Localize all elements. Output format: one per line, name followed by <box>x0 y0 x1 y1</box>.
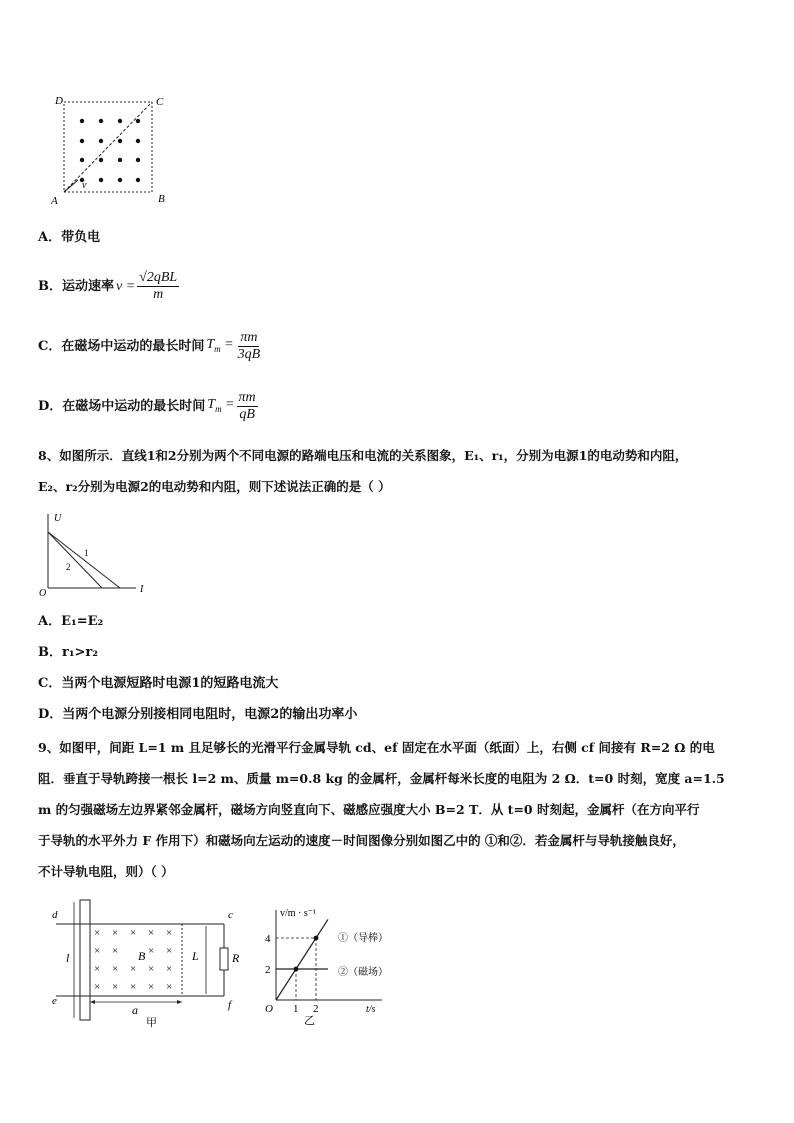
series-1-line <box>276 919 328 1000</box>
q7-option-c-fraction <box>236 330 263 363</box>
svg-text:×: × <box>112 963 119 975</box>
svg-text:×: × <box>94 981 101 993</box>
q9-stem-line3: m 的匀强磁场左边界紧邻金属杆，磁场方向竖直向下、磁感应强度大小 B=2 T．从 t=0 时刻起，金属杆（在方向平行 <box>38 802 700 817</box>
label-e: e <box>52 995 57 1007</box>
subscript-m: m <box>215 403 222 414</box>
q7-option-d-lhs <box>207 395 234 419</box>
fraction-numerator: πm <box>238 390 256 405</box>
label-v: v <box>82 180 87 191</box>
q7-option-b-lhs: v = <box>116 278 136 294</box>
label-D: D <box>55 95 63 107</box>
axis-label-I: I <box>140 584 144 595</box>
label-d: d <box>52 909 58 921</box>
q7-option-c-text: C．在磁场中运动的最长时间 <box>38 338 205 354</box>
svg-text:×: × <box>130 927 137 939</box>
x-tick-1: 1 <box>293 1003 299 1015</box>
svg-text:×: × <box>148 963 155 975</box>
svg-text:×: × <box>130 981 137 993</box>
point-t2 <box>314 936 319 941</box>
q8-option-d[interactable]: D．当两个电源分别接相同电阻时，电源2的输出功率小 <box>38 707 358 722</box>
fraction-numerator: πm <box>240 330 258 345</box>
fraction-denominator: 3qB <box>237 347 261 362</box>
q8-stem-line1: 8、如图所示．直线1和2分别为两个不同电源的路端电压和电流的关系图象，E₁、r₁，分别为电源1的电动势和内阻， <box>38 448 688 463</box>
q9-vt-chart-yi <box>262 904 392 1028</box>
q7-option-a[interactable]: A．带负电 <box>38 230 101 245</box>
svg-text:×: × <box>112 981 119 993</box>
q7-option-d-fraction <box>237 390 258 423</box>
q9-stem-line1: 9、如图甲，间距 L=1 m 且足够长的光滑平行金属导轨 cd、ef 固定在水平面（纸面）上，右侧 cf 间接有 R=2 Ω 的电 <box>38 740 715 755</box>
q7-option-c[interactable] <box>38 330 262 363</box>
svg-text:×: × <box>166 927 173 939</box>
label-A: A <box>51 195 58 206</box>
q8-option-b[interactable]: B．r₁>r₂ <box>38 645 98 660</box>
q7-option-d[interactable] <box>38 390 258 423</box>
y-tick-4: 4 <box>265 933 271 945</box>
equals-sign: = <box>225 396 235 412</box>
line-2-label: 2 <box>66 562 71 572</box>
q8-stem-line2: E₂、r₂分别为电源2的电动势和内阻，则下述说法正确的是（ ） <box>38 479 391 494</box>
q8-option-a[interactable]: A．E₁=E₂ <box>38 614 104 629</box>
label-R: R <box>232 951 240 965</box>
label-L: L <box>192 949 199 963</box>
label-f: f <box>228 999 232 1011</box>
label-B: B <box>138 949 146 963</box>
equals-sign: = <box>224 336 234 352</box>
label-c: c <box>228 909 233 921</box>
origin-label: O <box>39 588 47 599</box>
svg-text:×: × <box>94 963 101 975</box>
svg-text:×: × <box>166 945 173 957</box>
q9-stem-line4: 于导轨的水平外力 F 作用下）和磁场向左运动的速度－时间图像分别如图乙中的 ①和②．若金属杆与导轨接触良好， <box>38 833 685 848</box>
y-axis-label: v/m · s⁻¹ <box>280 908 317 919</box>
q9-stem-line2: 阻．垂直于导轨跨接一根长 l=2 m、质量 m=0.8 kg 的金属杆，金属杆每米长度的电阻为 2 Ω．t=0 时刻，宽度 a=1.5 <box>38 771 725 786</box>
y-tick-2: 2 <box>265 964 271 976</box>
svg-text:×: × <box>148 927 155 939</box>
q8-ui-graph <box>36 508 156 600</box>
point-t1 <box>294 967 299 972</box>
svg-text:×: × <box>112 945 119 957</box>
fraction-numerator: √2qBL <box>139 270 178 285</box>
svg-text:×: × <box>148 945 155 957</box>
label-C: C <box>156 96 164 108</box>
svg-text:×: × <box>94 945 101 957</box>
line-1-label: 1 <box>84 548 89 558</box>
q7-option-b-fraction <box>137 270 179 303</box>
axis-label-U: U <box>54 513 62 524</box>
caption-yi: 乙 <box>304 1015 315 1027</box>
svg-text:×: × <box>166 963 173 975</box>
q7-option-c-lhs <box>206 335 233 359</box>
svg-text:×: × <box>166 981 173 993</box>
svg-text:×: × <box>130 963 137 975</box>
label-B: B <box>158 193 165 205</box>
label-l: l <box>66 951 70 965</box>
q7-option-b-text: B．运动速率 <box>38 278 114 294</box>
q7-option-b[interactable] <box>38 270 179 303</box>
q9-stem-line5: 不计导轨电阻，则）（ ） <box>38 864 174 879</box>
q8-option-c[interactable]: C．当两个电源短路时电源1的短路电流大 <box>38 676 279 691</box>
subscript-m: m <box>214 343 221 354</box>
symbol-T: T <box>206 336 215 352</box>
series-1-label: ①（导棒） <box>338 933 388 944</box>
x-tick-2: 2 <box>313 1003 319 1015</box>
q7-option-d-text: D．在磁场中运动的最长时间 <box>38 398 206 414</box>
series-2-label: ②（磁场） <box>338 967 388 978</box>
svg-text:×: × <box>112 927 119 939</box>
symbol-T: T <box>207 396 216 412</box>
q7-field-diagram <box>48 94 178 206</box>
label-a: a <box>132 1003 138 1017</box>
caption-jia: 甲 <box>146 1017 157 1028</box>
svg-text:×: × <box>148 981 155 993</box>
fraction-denominator: m <box>153 287 164 302</box>
origin-label: O <box>265 1003 273 1015</box>
svg-text:×: × <box>94 927 101 939</box>
q9-circuit-diagram-jia <box>46 896 256 1028</box>
x-axis-label: t/s <box>366 1004 376 1015</box>
fraction-denominator: qB <box>239 407 255 422</box>
